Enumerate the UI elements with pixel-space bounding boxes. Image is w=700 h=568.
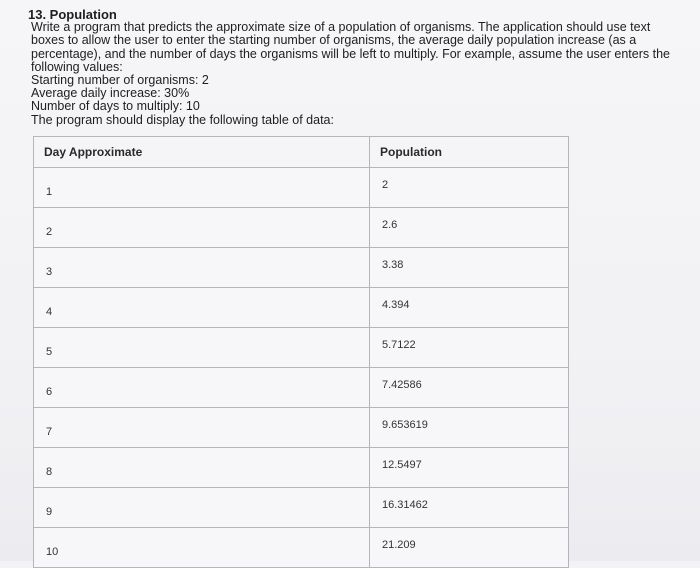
day-cell: 3 (34, 248, 370, 288)
population-cell: 12.5497 (370, 448, 569, 488)
day-cell: 2 (34, 208, 370, 248)
population-cell: 21.209 (370, 528, 569, 568)
problem-line: Write a program that predicts the approximate size of a population of organisms. The application should use text (31, 20, 651, 35)
problem-body (31, 21, 681, 127)
table-row (34, 368, 569, 408)
day-cell: 7 (34, 408, 370, 448)
day-cell: 8 (34, 448, 370, 488)
table-row (34, 208, 569, 248)
table-row (34, 528, 569, 568)
problem-line: boxes to allow the user to enter the starting number of organisms, the average daily population increase (as a (31, 33, 637, 48)
example-daily-increase: Average daily increase: 30% (31, 86, 190, 101)
population-table-container (33, 136, 569, 568)
day-cell: 9 (34, 488, 370, 528)
day-cell: 1 (34, 168, 370, 208)
population-cell: 7.42586 (370, 368, 569, 408)
population-cell: 2 (370, 168, 569, 208)
table-row (34, 248, 569, 288)
day-cell: 6 (34, 368, 370, 408)
population-cell: 4.394 (370, 288, 569, 328)
population-cell: 2.6 (370, 208, 569, 248)
table-row (34, 448, 569, 488)
day-cell: 5 (34, 328, 370, 368)
header-day: Day Approximate (34, 137, 370, 168)
population-cell: 3.38 (370, 248, 569, 288)
problem-line: following values: (31, 59, 123, 74)
population-cell: 16.31462 (370, 488, 569, 528)
problem-line: percentage), and the number of days the organisms will be left to multiply. For example, assume the user enters the (31, 46, 670, 61)
table-row (34, 408, 569, 448)
table-row (34, 288, 569, 328)
population-cell: 9.653619 (370, 408, 569, 448)
day-cell: 4 (34, 288, 370, 328)
example-starting-number: Starting number of organisms: 2 (31, 73, 209, 88)
table-intro: The program should display the following table of data: (31, 112, 334, 127)
table-row (34, 168, 569, 208)
population-cell: 5.7122 (370, 328, 569, 368)
header-population: Population (370, 137, 569, 168)
table-row (34, 488, 569, 528)
population-table (33, 136, 569, 568)
example-days: Number of days to multiply: 10 (31, 99, 200, 114)
table-header-row (34, 137, 569, 168)
problem-title: 13. Population (28, 7, 117, 22)
problem-statement (28, 7, 681, 127)
day-cell: 10 (34, 528, 370, 568)
table-row (34, 328, 569, 368)
